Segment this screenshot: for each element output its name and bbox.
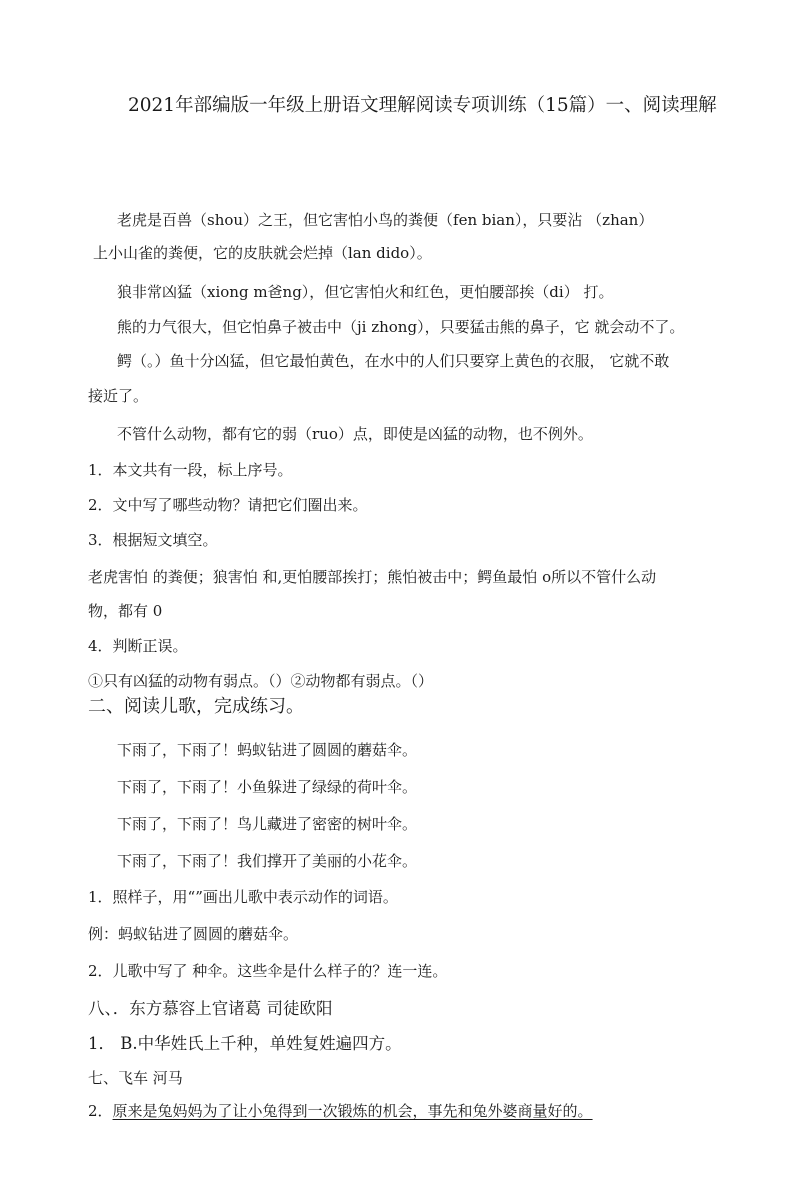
answer-2-number: 2． bbox=[88, 1102, 113, 1120]
passage1-p3: 熊的力气很大，但它怕鼻子被击中（ji zhong），只要猛击熊的鼻子，它 就会动不了。 bbox=[117, 318, 685, 336]
section-2-heading: 二、阅读儿歌，完成练习。 bbox=[88, 696, 304, 717]
page-title: 2021年部编版一年级上册语文理解阅读专项训练（15篇）一、阅读理解 bbox=[128, 95, 717, 116]
section-2-example: 例：蚂蚁钻进了圆圆的蘑菇伞。 bbox=[88, 925, 299, 943]
question-3-fill-line2: 物，都有 0 bbox=[88, 602, 163, 620]
question-3-fill-line1: 老虎害怕 的粪便；狼害怕 和,更怕腰部挨打；熊怕被击中；鳄鱼最怕 o所以不管什么动 bbox=[88, 568, 657, 586]
section-2-question-1: 1．照样子，用“”画出儿歌中表示动作的词语。 bbox=[88, 888, 398, 906]
passage1-p1-line2: 上小山雀的粪便，它的皮肤就会烂掉（lan dido）。 bbox=[93, 244, 432, 262]
passage1-p1-line1: 老虎是百兽（shou）之王，但它害怕小鸟的粪便（fen bian），只要沾 （zhan） bbox=[117, 211, 654, 229]
answer-section-7: 七、飞车 河马 bbox=[88, 1069, 183, 1087]
passage1-p2: 狼非常凶猛（xiong m爸ng），但它害怕火和红色，更怕腰部挨（di） 打。 bbox=[117, 283, 614, 301]
passage1-p5: 不管什么动物，都有它的弱（ruo）点，即使是凶猛的动物，也不例外。 bbox=[117, 425, 593, 443]
answer-section-8: 八、．东方慕容上官诸葛 司徒欧阳 bbox=[88, 999, 333, 1018]
poem-line: 下雨了，下雨了！鸟儿藏进了密密的树叶伞。 bbox=[117, 815, 418, 833]
question-3: 3．根据短文填空。 bbox=[88, 531, 218, 549]
poem-line: 下雨了，下雨了！小鱼躲进了绿绿的荷叶伞。 bbox=[117, 778, 418, 796]
question-2: 2．文中写了哪些动物？请把它们圈出来。 bbox=[88, 496, 368, 514]
answer-2-text: 原来是兔妈妈为了让小兔得到一次锻炼的机会，事先和兔外婆商量好的。 bbox=[112, 1102, 593, 1120]
answer-1: 1． B.中华姓氏上千种，单姓复姓遍四方。 bbox=[88, 1034, 402, 1053]
poem-line: 下雨了，下雨了！蚂蚁钻进了圆圆的蘑菇伞。 bbox=[117, 741, 418, 759]
question-4: 4．判断正误。 bbox=[88, 637, 188, 655]
poem-line: 下雨了，下雨了！我们撑开了美丽的小花伞。 bbox=[117, 852, 418, 870]
passage1-p4-line2: 接近了。 bbox=[88, 387, 149, 405]
question-1: 1．本文共有一段，标上序号。 bbox=[88, 461, 293, 479]
passage1-p4-line1: 鳄（。）鱼十分凶猛，但它最怕黄色，在水中的人们只要穿上黄色的衣服， 它就不敢 bbox=[117, 352, 670, 370]
question-4-items: ①只有凶猛的动物有弱点。（）②动物都有弱点。（） bbox=[88, 672, 434, 690]
section-2-question-2: 2．儿歌中写了 种伞。这些伞是什么样子的？连一连。 bbox=[88, 962, 448, 980]
answer-2 bbox=[88, 1101, 593, 1121]
